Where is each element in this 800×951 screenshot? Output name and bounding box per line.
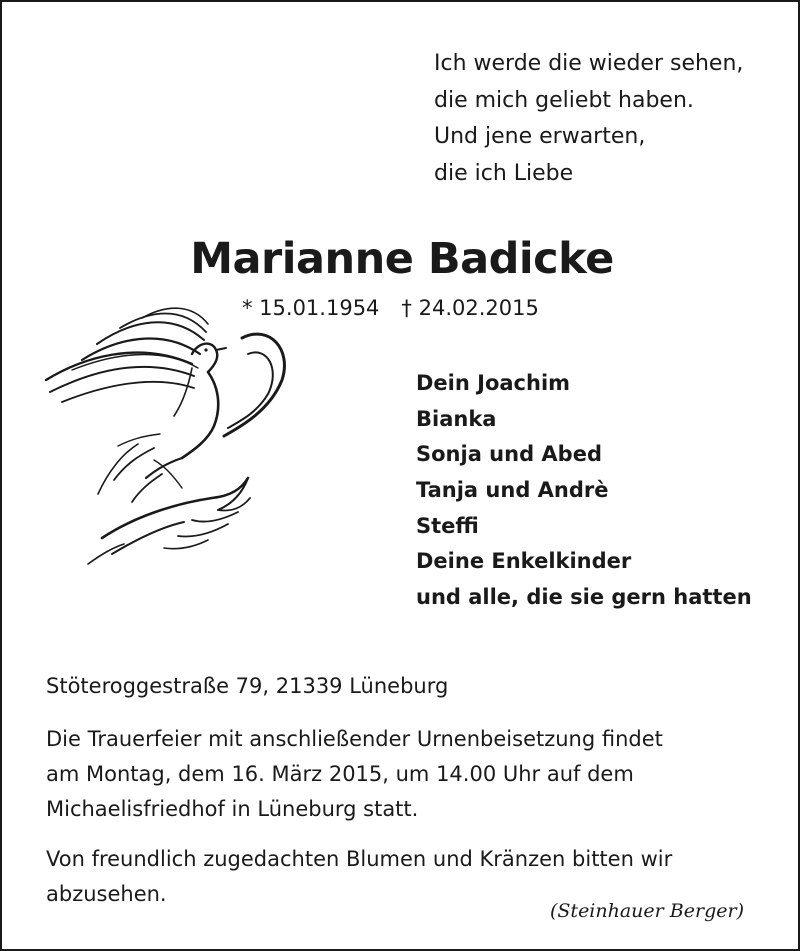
birth-date: * 15.01.1954: [242, 296, 380, 320]
mourner-name: Deine Enkelkinder: [416, 549, 632, 574]
mourner-name: Sonja und Abed: [416, 442, 602, 467]
poem-line: Und jene erwarten,: [434, 124, 646, 149]
poem: [434, 46, 743, 192]
mourner-name: Bianka: [416, 406, 497, 431]
signature: (Steinhauer Berger): [550, 900, 744, 922]
poem-line: die ich Liebe: [434, 160, 574, 186]
flowers-line: abzusehen.: [46, 882, 167, 906]
mourner-name: Dein Joachim: [416, 371, 571, 395]
ceremony-info: [46, 722, 663, 827]
mourners-list: [416, 366, 752, 616]
mourner-name: Steffi: [416, 513, 479, 538]
death-date: † 24.02.2015: [401, 296, 539, 320]
ceremony-line: am Montag, dem 16. März 2015, um 14.00 Uhr auf dem: [46, 762, 634, 786]
ceremony-line: Michaelisfriedhof in Lüneburg statt.: [46, 797, 419, 821]
dove-and-hand-icon: [42, 298, 297, 574]
flowers-line: Von freundlich zugedachten Blumen und Kränzen bitten wir: [46, 847, 673, 871]
ceremony-line: Die Trauerfeier mit anschließender Urnenbeisetzung findet: [46, 727, 663, 751]
poem-line: Ich werde die wieder sehen,: [434, 51, 744, 76]
mourner-name: Tanja und Andrè: [416, 478, 609, 503]
address: Stöteroggestraße 79, 21339 Lüneburg: [46, 674, 449, 698]
poem-line: die mich geliebt haben.: [434, 87, 694, 113]
mourner-name: und alle, die sie gern hatten: [416, 585, 752, 610]
deceased-name: Marianne Badicke: [190, 234, 614, 284]
